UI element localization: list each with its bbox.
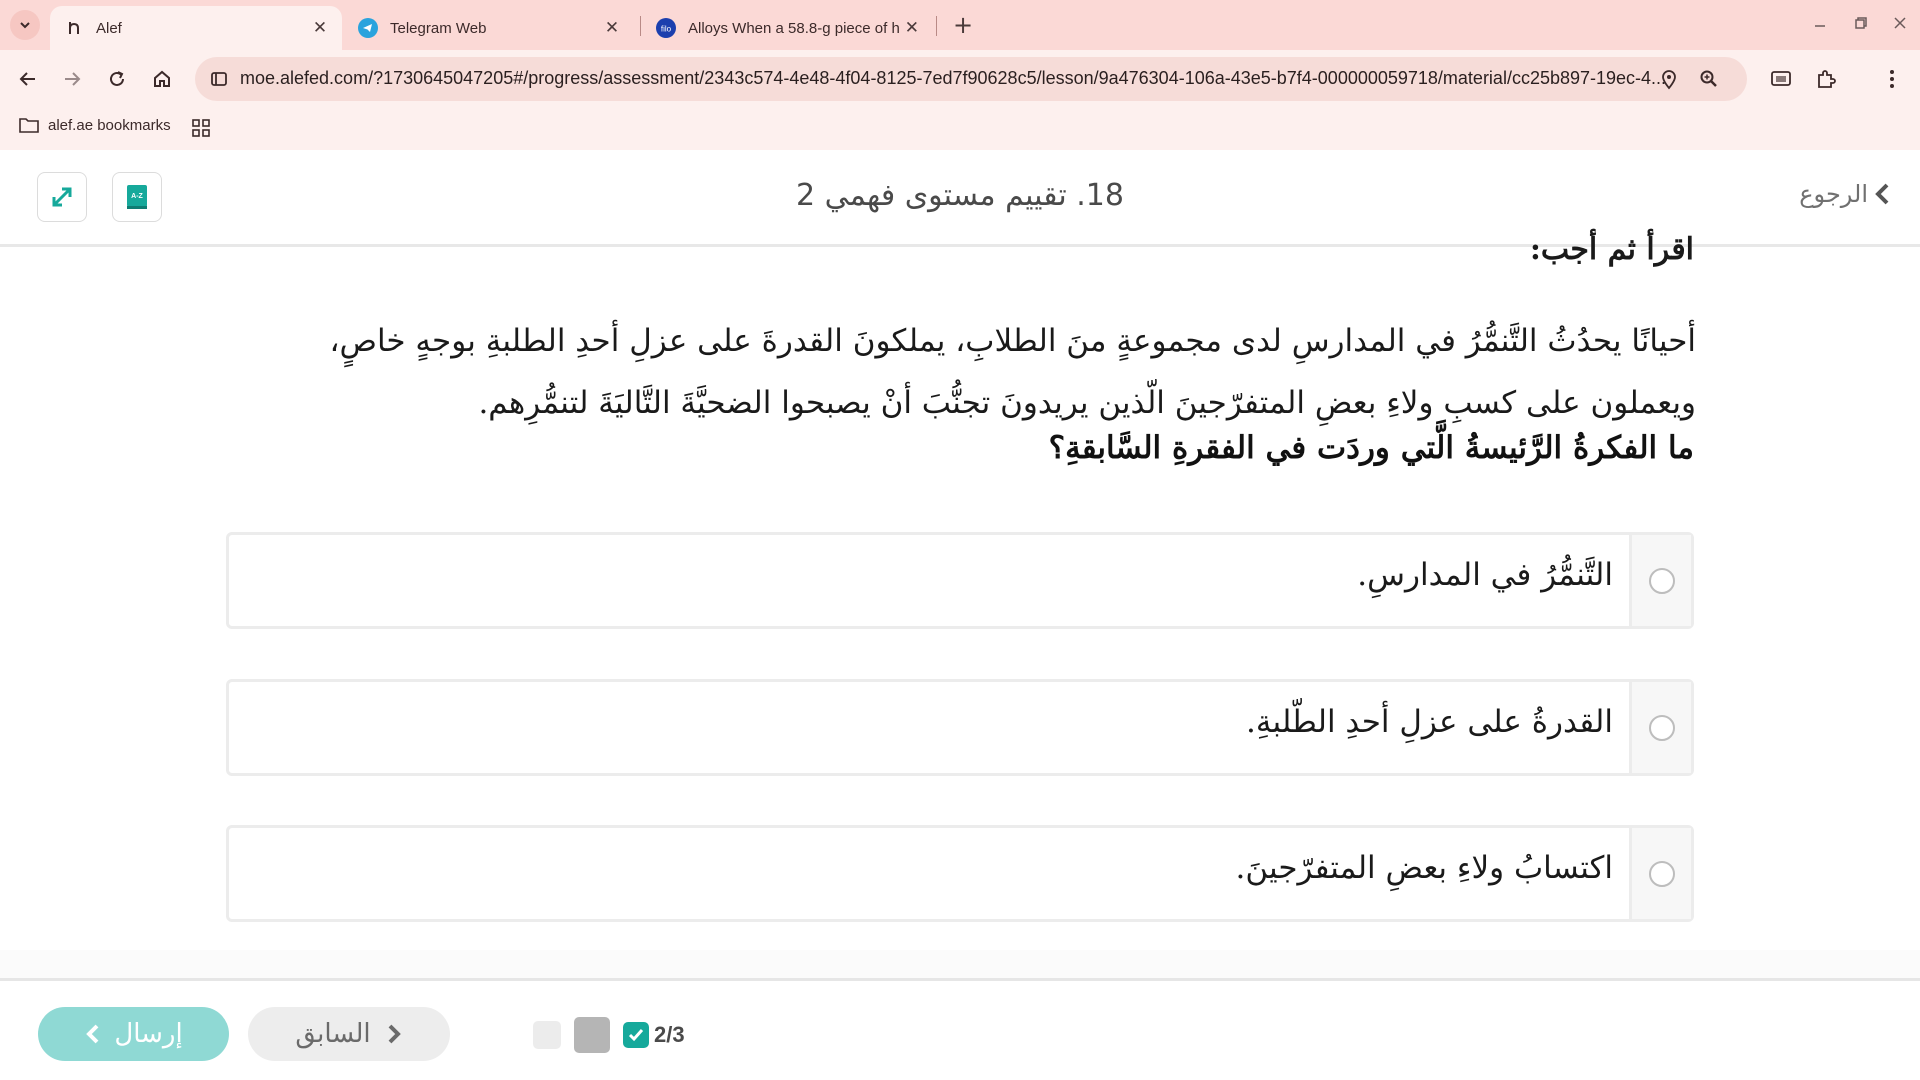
- location-icon[interactable]: [1657, 67, 1681, 91]
- tab-separator: [936, 16, 937, 36]
- progress-step-current[interactable]: [574, 1017, 610, 1053]
- option-text: اكتسابُ ولاءِ بعضِ المتفرّجينَ.: [1235, 850, 1613, 886]
- chevron-down-icon: [18, 18, 32, 32]
- reading-passage: أحيانًا يحدُثُ التَّنمُّرُ في المدارسِ لدى مجموعةٍ منَ الطلابِ، يملكونَ القدرةَ على عزلِ أحدِ الطلبةِ بوجهٍ خاصٍ، ويعملون على كسبِ ولاءِ بعضِ المتفرّجينَ الّذين يريدونَ تجنُّبَ أنْ يصبحوا الضحيَّةَ التَّاليَةَ لتنمُّرِهم.: [329, 323, 1696, 421]
- radio-cell[interactable]: [1629, 828, 1691, 919]
- bookmarks-bar: [0, 108, 1920, 150]
- home-button[interactable]: [146, 63, 178, 95]
- forward-button[interactable]: [56, 63, 88, 95]
- lesson-title: 18. تقييم مستوى فهمي 2: [796, 178, 1124, 213]
- radio-cell[interactable]: [1629, 535, 1691, 626]
- back-link[interactable]: [1799, 180, 1890, 208]
- answer-option-3[interactable]: [226, 825, 1694, 922]
- tab-telegram[interactable]: [344, 6, 634, 50]
- question-content: [0, 232, 1920, 978]
- zoom-icon[interactable]: [1697, 67, 1721, 91]
- alef-icon: [64, 18, 84, 38]
- tab-title: Telegram Web: [390, 19, 487, 37]
- restore-icon: [1854, 16, 1868, 30]
- previous-label: السابق: [295, 1019, 371, 1049]
- minimize-button[interactable]: [1805, 8, 1835, 38]
- tab-separator: [640, 16, 641, 36]
- site-settings-icon[interactable]: [209, 69, 229, 89]
- home-icon: [152, 69, 172, 89]
- close-icon[interactable]: ✕: [604, 18, 620, 37]
- url-text[interactable]: moe.alefed.com/?1730645047205#/progress/assessment/2343c574-4e48-4f04-8125-7ed7f90628c5/lesson/9a476304-106a-43e5-b7f4-000000059718/material/cc25b897-19ec-4...: [240, 68, 1667, 88]
- menu-kebab-icon[interactable]: [1876, 63, 1908, 95]
- submit-label: إرسال: [114, 1019, 183, 1049]
- tab-alef[interactable]: [50, 6, 342, 50]
- tab-filo[interactable]: [642, 6, 932, 50]
- back-button[interactable]: [12, 63, 44, 95]
- checkmark-icon: [627, 1027, 645, 1043]
- folder-icon: [18, 116, 40, 134]
- back-label: الرجوع: [1799, 180, 1868, 208]
- browser-toolbar: [0, 50, 1920, 108]
- tab-search-button[interactable]: [10, 10, 40, 40]
- answer-option-1[interactable]: [226, 532, 1694, 629]
- progress-step-done[interactable]: [623, 1022, 649, 1048]
- apps-grid-icon[interactable]: [191, 118, 211, 142]
- instruction-heading: اقرأ ثم أجب:: [1529, 232, 1694, 267]
- radio-button[interactable]: [1649, 715, 1675, 741]
- option-text: التَّنمُّرُ في المدارسِ.: [1357, 557, 1613, 593]
- bookmark-folder[interactable]: [18, 116, 171, 134]
- close-icon[interactable]: ✕: [904, 18, 920, 37]
- close-icon: [1893, 16, 1907, 30]
- progress-step-pending[interactable]: [533, 1021, 561, 1049]
- question-progress: [533, 1017, 685, 1053]
- filo-icon: [656, 18, 676, 38]
- assessment-footer: [0, 978, 1920, 1080]
- content-bottom-strip: [0, 950, 1920, 978]
- answer-option-2[interactable]: [226, 679, 1694, 776]
- progress-count: 2/3: [654, 1022, 685, 1047]
- previous-button[interactable]: [248, 1007, 450, 1061]
- reload-icon: [107, 69, 127, 89]
- extensions-icon[interactable]: [1810, 63, 1842, 95]
- close-window-button[interactable]: [1885, 8, 1915, 38]
- reload-button[interactable]: [101, 63, 133, 95]
- arrow-right-icon: [62, 69, 82, 89]
- restore-button[interactable]: [1846, 8, 1876, 38]
- minimize-icon: [1813, 16, 1827, 30]
- radio-button[interactable]: [1649, 861, 1675, 887]
- chevron-left-icon: [84, 1022, 100, 1046]
- svg-text:filo: filo: [660, 24, 672, 34]
- radio-cell[interactable]: [1629, 682, 1691, 773]
- submit-button[interactable]: [38, 1007, 229, 1061]
- tab-title: Alef: [96, 19, 122, 37]
- radio-button[interactable]: [1649, 568, 1675, 594]
- browser-tab-bar: [0, 0, 1920, 50]
- chevron-right-icon: [387, 1022, 403, 1046]
- bookmark-label: alef.ae bookmarks: [48, 116, 171, 134]
- cast-icon[interactable]: [1765, 63, 1797, 95]
- close-icon[interactable]: ✕: [312, 18, 328, 37]
- chevron-left-icon: [1874, 182, 1890, 206]
- question-text: ما الفكرةُ الرَّئيسةُ الَّتي وردَت في الفقرةِ السَّابقةِ؟: [1048, 430, 1694, 466]
- arrow-left-icon: [18, 69, 38, 89]
- svg-text:A-Z: A-Z: [131, 193, 143, 200]
- address-bar[interactable]: [195, 57, 1747, 101]
- tab-title: Alloys When a 58.8-g piece of h: [688, 19, 900, 37]
- telegram-icon: [358, 18, 378, 38]
- new-tab-button[interactable]: +: [952, 11, 974, 39]
- option-text: القدرةُ على عزلِ أحدِ الطّلبةِ.: [1246, 704, 1613, 740]
